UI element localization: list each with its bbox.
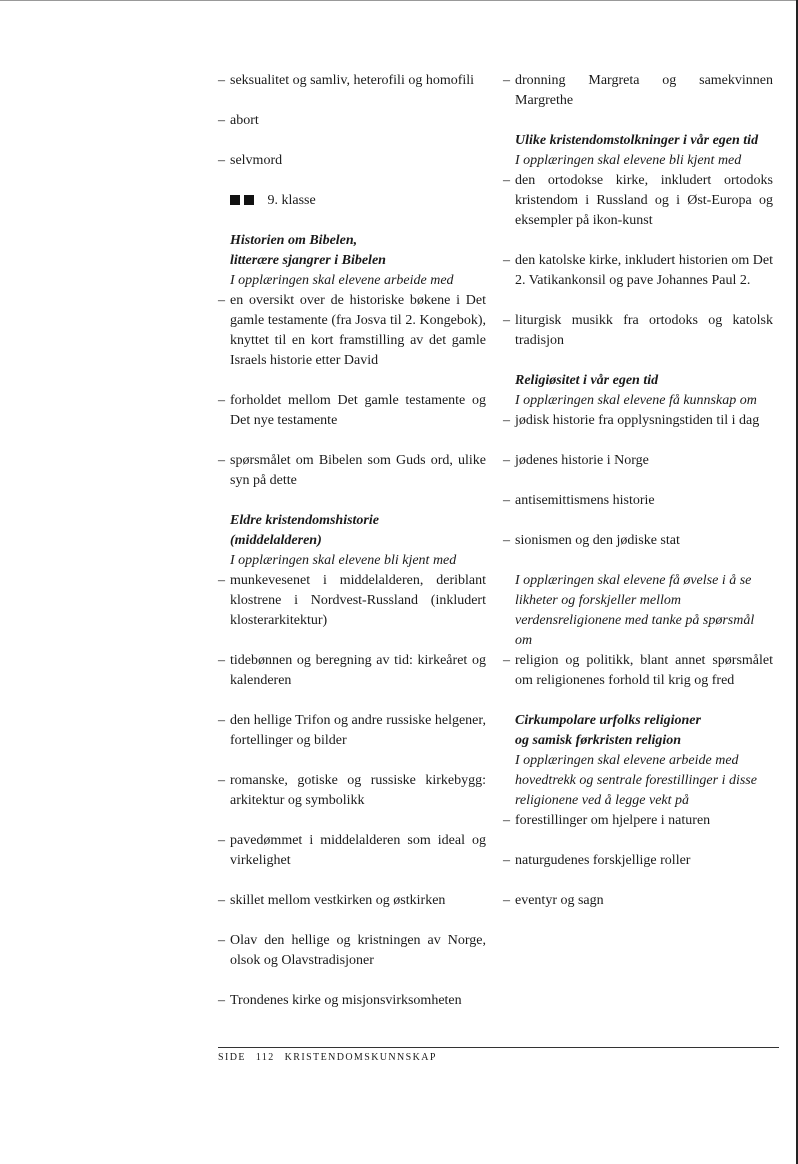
list-item: – pavedømmet i middelalderen som ideal og virkelighet <box>218 831 486 871</box>
section-intro: I opplæringen skal elevene arbeide med <box>230 273 454 288</box>
grade-marker <box>218 191 486 211</box>
section-heading: Religiøsitet i vår egen tid <box>515 373 659 388</box>
list-item: – skillet mellom vestkirken og østkirken <box>218 891 486 911</box>
left-column <box>218 71 486 1011</box>
list-item: – Trondenes kirke og misjonsvirksomheten <box>218 991 486 1011</box>
list-item: – den hellige Trifon og andre russiske helgener, fortellinger og bilder <box>218 711 486 751</box>
list-item: – forholdet mellom Det gamle testamente og Det nye testamente <box>218 391 486 431</box>
list-item: – selvmord <box>218 151 486 171</box>
list-item: – forestillinger om hjelpere i naturen <box>503 811 773 831</box>
list-item: – romanske, gotiske og russiske kirkebygg: arkitektur og symbolikk <box>218 771 486 811</box>
section-intro: I opplæringen skal elevene bli kjent med <box>230 553 457 568</box>
list-item: – eventyr og sagn <box>503 891 773 911</box>
list-item: – sionismen og den jødiske stat <box>503 531 773 551</box>
list-item: – spørsmålet om Bibelen som Guds ord, ulike syn på dette <box>218 451 486 491</box>
square-bullet-icon <box>230 195 240 205</box>
section-heading: Eldre kristendomshistorie <box>230 513 379 528</box>
section-intro: I opplæringen skal elevene arbeide med hovedtrekk og sentrale forestillinger i disse religionene ved å legge vekt på <box>515 753 757 808</box>
section-heading: litterære sjangrer i Bibelen <box>230 253 386 268</box>
list-item: – antisemittismens historie <box>503 491 773 511</box>
list-item: – seksualitet og samliv, heterofili og homofili <box>218 71 486 91</box>
page-number: 112 <box>255 1052 275 1063</box>
footer-subject: KRISTENDOMSKUNNSKAP <box>284 1052 437 1063</box>
list-item: – munkevesenet i middelalderen, deriblant klostrene i Nordvest-Russland (inkludert klosterarkitektur) <box>218 571 486 631</box>
list-item: – tidebønnen og beregning av tid: kirkeåret og kalenderen <box>218 651 486 691</box>
footer-divider <box>218 1047 779 1048</box>
list-item: – Olav den hellige og kristningen av Norge, olsok og Olavstradisjoner <box>218 931 486 971</box>
footer-label: SIDE <box>218 1052 246 1063</box>
section-heading: Cirkumpolare urfolks religioner <box>515 713 701 728</box>
section-heading: Historien om Bibelen, <box>230 233 358 248</box>
list-item: – den ortodokse kirke, inkludert ortodoks kristendom i Russland og i Øst-Europa og eksempler på ikon-kunst <box>503 171 773 231</box>
list-item: – naturgudenes forskjellige roller <box>503 851 773 871</box>
section-heading: (middelalderen) <box>230 533 322 548</box>
scan-edge-top <box>0 0 798 1</box>
list-item: – jødisk historie fra opplysningstiden til i dag <box>503 411 773 431</box>
section-heading: Ulike kristendomstolkninger i vår egen tid <box>515 133 759 148</box>
right-column <box>503 71 773 911</box>
section-intro: I opplæringen skal elevene bli kjent med <box>515 153 742 168</box>
page-footer <box>218 1052 447 1063</box>
list-item: – religion og politikk, blant annet spørsmålet om religionenes forhold til krig og fred <box>503 651 773 691</box>
list-item: – dronning Margreta og samekvinnen Margrethe <box>503 71 773 111</box>
grade-label: 9. klasse <box>267 193 316 208</box>
section-heading: og samisk førkristen religion <box>515 733 682 748</box>
list-item: – liturgisk musikk fra ortodoks og katolsk tradisjon <box>503 311 773 351</box>
square-bullet-icon <box>244 195 254 205</box>
section-intro: I opplæringen skal elevene få kunnskap om <box>515 393 757 408</box>
list-item: – en oversikt over de historiske bøkene i Det gamle testamente (fra Josva til 2. Kongebok), knyttet til en kort framstilling av det gamle Israels historie etter David <box>218 291 486 371</box>
section-intro: I opplæringen skal elevene få øvelse i å se likheter og forskjeller mellom verdensreligionene med tanke på spørsmål om <box>515 573 755 648</box>
list-item: – jødenes historie i Norge <box>503 451 773 471</box>
list-item: – den katolske kirke, inkludert historien om Det 2. Vatikankonsil og pave Johannes Paul 2. <box>503 251 773 291</box>
list-item: – abort <box>218 111 486 131</box>
